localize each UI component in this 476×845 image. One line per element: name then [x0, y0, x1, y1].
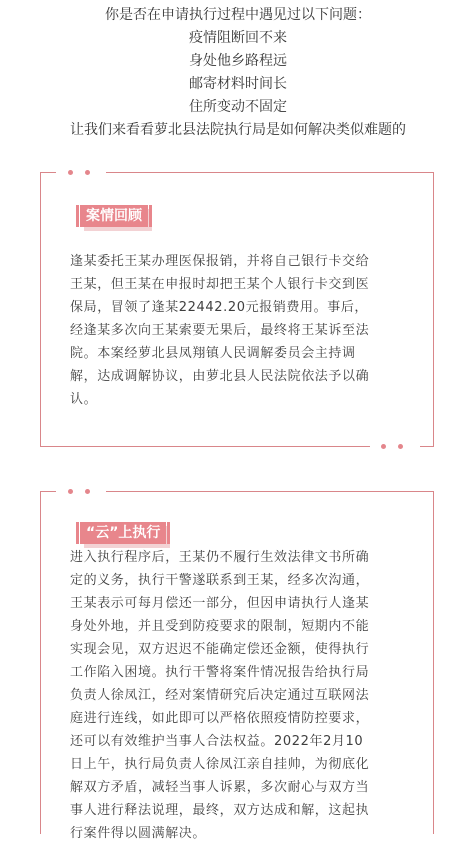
text-line: 庭进行连线，如此即可以严格依照疫情防控要求，	[70, 711, 370, 726]
text-line: 认。	[70, 392, 98, 407]
text-line: 解双方矛盾，减轻当事人诉累，多次耐心与双方当	[70, 780, 370, 795]
text-line: 王某，但王某在申报时却把王某个人银行卡交到医	[70, 277, 370, 292]
intro-line: 身处他乡路程远	[189, 53, 287, 69]
border-gap	[56, 487, 106, 495]
decor-dot	[68, 170, 73, 175]
section-heading-case-review	[80, 205, 148, 227]
text-line: 解，达成调解协议，由萝北县人民法院依法予以确	[70, 369, 370, 384]
text-line: 逢某委托王某办理医保报销，并将自己银行卡交给	[70, 254, 370, 269]
text-line: 行案件得以圆满解决。	[70, 826, 207, 841]
decor-dot	[398, 444, 403, 449]
decor-dot	[85, 489, 90, 494]
section-heading-label: 案情回顾	[86, 208, 142, 224]
intro-line: 邮寄材料时间长	[189, 76, 287, 92]
text-line: 院。本案经萝北县凤翔镇人民调解委员会主持调	[70, 346, 356, 361]
cloud-execution-text	[70, 546, 415, 845]
intro-line: 疫情阻断回不来	[189, 30, 287, 46]
text-line: 定的义务，执行干警遂联系到王某，经多次沟通，	[70, 573, 370, 588]
text-line: 工作陷入困境。执行干警将案件情况报告给执行局	[70, 665, 370, 680]
text-line: 保局，冒领了逢某22442.20元报销费用。事后，	[70, 300, 369, 315]
decor-dot	[85, 170, 90, 175]
intro-line: 让我们来看看萝北县法院执行局是如何解决类似难题的	[70, 122, 406, 138]
intro-line: 你是否在申请执行过程中遇见过以下问题：	[105, 7, 371, 23]
border-gap	[56, 168, 106, 176]
case-review-text	[70, 250, 415, 411]
text-line: 实现会见，双方迟迟不能确定偿还金额，使得执行	[70, 642, 370, 657]
intro-line: 住所变动不固定	[189, 99, 287, 115]
section-heading-cloud-execution	[80, 522, 166, 544]
text-line: 经逢某多次向王某索要无果后，最终将王某诉至法	[70, 323, 370, 338]
text-line: 日上午，执行局负责人徐凤江亲自挂帅，为彻底化	[70, 757, 370, 772]
text-line: 事人进行释法说理，最终，双方达成和解，这起执	[70, 803, 370, 818]
text-line: 身处外地，并且受到防疫要求的限制，短期内不能	[70, 619, 370, 634]
section-heading-label: “云”上执行	[86, 525, 161, 541]
text-line: 进入执行程序后，王某仍不履行生效法律文书所确	[70, 550, 370, 565]
decor-dot	[381, 444, 386, 449]
text-line: 王某表示可每月偿还一部分，但因申请执行人逢某	[70, 596, 370, 611]
decor-dot	[68, 489, 73, 494]
border-gap	[370, 443, 420, 451]
text-line: 还可以有效维护当事人合法权益。2022年2月10	[70, 734, 364, 749]
intro-block	[0, 4, 476, 142]
text-line: 负责人徐凤江，经对案情研究后决定通过互联网法	[70, 688, 370, 703]
